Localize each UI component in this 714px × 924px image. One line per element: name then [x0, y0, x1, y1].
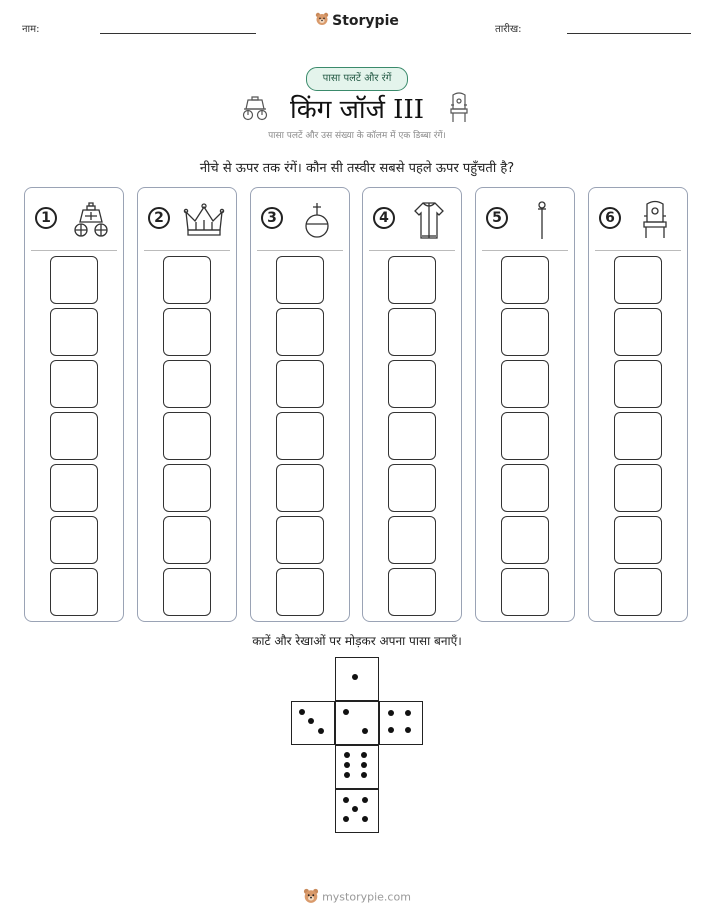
color-box[interactable]	[614, 412, 662, 460]
color-box[interactable]	[388, 412, 436, 460]
pip	[344, 772, 350, 778]
column-divider	[144, 250, 230, 251]
column-divider	[482, 250, 568, 251]
die-face-1	[335, 657, 379, 701]
column-divider	[369, 250, 455, 251]
pip	[388, 727, 394, 733]
color-box[interactable]	[163, 516, 211, 564]
color-box[interactable]	[501, 464, 549, 512]
column-1	[24, 187, 124, 622]
color-box[interactable]	[501, 360, 549, 408]
pip	[362, 728, 368, 734]
color-box[interactable]	[50, 516, 98, 564]
color-box[interactable]	[50, 308, 98, 356]
pip	[344, 762, 350, 768]
color-box[interactable]	[388, 516, 436, 564]
pip	[344, 752, 350, 758]
color-box[interactable]	[388, 256, 436, 304]
column-number: 2	[148, 207, 170, 229]
brand-name: Storypie	[332, 13, 399, 29]
die-face-3	[291, 701, 335, 745]
column-number: 1	[35, 207, 57, 229]
crown-icon	[182, 200, 226, 240]
die-instruction: काटें और रेखाओं पर मोड़कर अपना पासा बनाएँ।	[252, 634, 462, 648]
name-label: नाम:	[22, 24, 40, 35]
pip	[343, 709, 349, 715]
column-3	[250, 187, 350, 622]
column-divider	[257, 250, 343, 251]
footer	[0, 888, 714, 907]
color-box[interactable]	[388, 464, 436, 512]
name-line[interactable]	[100, 33, 256, 34]
date-label: तारीख:	[495, 24, 522, 35]
column-divider	[31, 250, 117, 251]
pip	[361, 772, 367, 778]
activity-badge: पासा पलटें और रंगें	[306, 67, 408, 91]
color-box[interactable]	[50, 360, 98, 408]
die-face-2	[335, 701, 379, 745]
color-box[interactable]	[276, 568, 324, 616]
color-box[interactable]	[388, 360, 436, 408]
color-box[interactable]	[276, 256, 324, 304]
color-box[interactable]	[276, 412, 324, 460]
pip	[308, 718, 314, 724]
royal-robe-icon	[407, 200, 451, 240]
color-box[interactable]	[163, 412, 211, 460]
color-box[interactable]	[50, 568, 98, 616]
color-box[interactable]	[163, 360, 211, 408]
color-box[interactable]	[614, 308, 662, 356]
column-6	[588, 187, 688, 622]
color-box[interactable]	[501, 412, 549, 460]
pip	[405, 727, 411, 733]
die-face-4	[379, 701, 423, 745]
color-box[interactable]	[388, 568, 436, 616]
die-face-6	[335, 745, 379, 789]
carriage-icon	[69, 200, 113, 240]
color-box[interactable]	[163, 464, 211, 512]
subtitle: पासा पलटें और उस संख्या के कॉलम में एक डिब्बा रंगें।	[268, 131, 446, 141]
color-box[interactable]	[501, 308, 549, 356]
column-number: 3	[261, 207, 283, 229]
column-2	[137, 187, 237, 622]
date-line[interactable]	[567, 33, 691, 34]
coloring-instruction: नीचे से ऊपर तक रंगें। कौन सी तस्वीर सबसे पहले ऊपर पहुँचती है?	[199, 161, 515, 176]
color-box[interactable]	[163, 308, 211, 356]
pip	[299, 709, 305, 715]
pip	[343, 816, 349, 822]
pip	[318, 728, 324, 734]
pip	[405, 710, 411, 716]
color-box[interactable]	[614, 360, 662, 408]
color-box[interactable]	[163, 256, 211, 304]
bear-logo-icon	[315, 12, 329, 30]
column-4	[362, 187, 462, 622]
color-box[interactable]	[501, 516, 549, 564]
color-box[interactable]	[501, 256, 549, 304]
color-box[interactable]	[276, 464, 324, 512]
color-box[interactable]	[614, 568, 662, 616]
color-box[interactable]	[501, 568, 549, 616]
throne-icon	[633, 200, 677, 240]
pip	[352, 674, 358, 680]
color-box[interactable]	[276, 308, 324, 356]
color-box[interactable]	[388, 308, 436, 356]
pip	[388, 710, 394, 716]
pip	[362, 816, 368, 822]
bear-footer-icon	[303, 888, 319, 907]
color-box[interactable]	[50, 412, 98, 460]
column-number: 4	[373, 207, 395, 229]
pip	[352, 806, 358, 812]
column-divider	[595, 250, 681, 251]
color-box[interactable]	[614, 516, 662, 564]
color-box[interactable]	[163, 568, 211, 616]
color-box[interactable]	[50, 464, 98, 512]
footer-url[interactable]: mystorypie.com	[322, 890, 411, 904]
page-title: किंग जॉर्ज III	[290, 95, 424, 125]
scepter-icon	[520, 200, 564, 240]
die-face-5	[335, 789, 379, 833]
column-number: 5	[486, 207, 508, 229]
color-box[interactable]	[50, 256, 98, 304]
color-box[interactable]	[614, 464, 662, 512]
pip	[361, 762, 367, 768]
column-5	[475, 187, 575, 622]
color-box[interactable]	[614, 256, 662, 304]
pip	[362, 797, 368, 803]
orb-icon	[295, 200, 339, 240]
color-box[interactable]	[276, 360, 324, 408]
pip	[343, 797, 349, 803]
column-number: 6	[599, 207, 621, 229]
color-box[interactable]	[276, 516, 324, 564]
throne-title-icon	[448, 92, 470, 128]
brand-logo	[0, 12, 714, 30]
pip	[361, 752, 367, 758]
